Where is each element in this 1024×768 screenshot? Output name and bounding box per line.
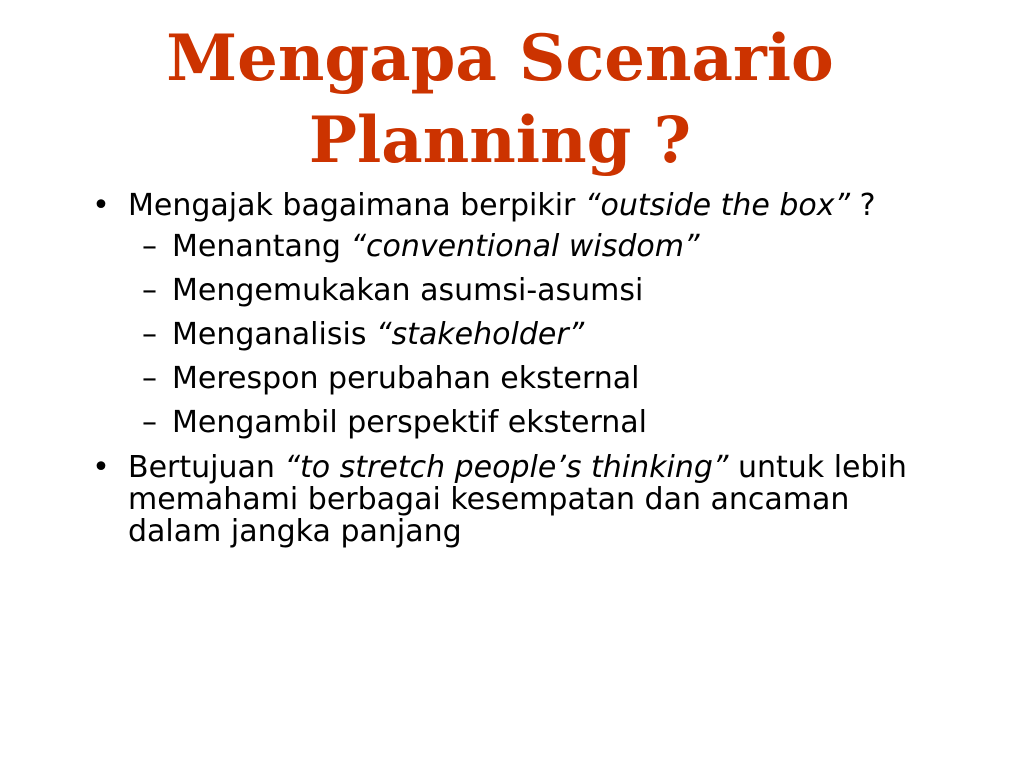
- dash-marker: –: [142, 405, 157, 440]
- bullet-item-1: [86, 190, 946, 440]
- dash-marker: –: [142, 273, 157, 308]
- sub-item-text: Mengambil perspektif eksternal: [172, 405, 648, 440]
- sub-item-1: [128, 230, 946, 264]
- dash-marker: –: [142, 317, 157, 352]
- bullet-text-after: untuk lebih memahami berbagai kesempatan dan ancaman dalam jangka panjang: [128, 450, 907, 549]
- sub-item-4: [128, 362, 946, 396]
- dash-marker: –: [142, 229, 157, 264]
- sub-item-text: Menganalisis: [172, 317, 376, 352]
- sub-item-text: Mengemukakan asumsi-asumsi: [172, 273, 644, 308]
- bullet-marker: •: [92, 450, 110, 485]
- sub-item-italic: “stakeholder”: [375, 317, 585, 352]
- bullet-text-italic: “to stretch people’s thinking”: [284, 450, 729, 485]
- title-line-2: Planning ?: [308, 103, 692, 178]
- sub-item-text: Menantang: [172, 229, 351, 264]
- title-line-1: Mengapa Scenario: [166, 21, 834, 96]
- bullet-text: Bertujuan: [128, 450, 285, 485]
- sub-item-2: [128, 274, 946, 308]
- sub-item-italic: “conventional wisdom”: [350, 229, 700, 264]
- sub-item-text: Merespon perubahan eksternal: [172, 361, 640, 396]
- slide-body: [86, 190, 946, 560]
- sub-list: [128, 230, 946, 440]
- dash-marker: –: [142, 361, 157, 396]
- bullet-item-2: [86, 452, 946, 548]
- bullet-text: Mengajak bagaimana berpikir: [128, 188, 585, 223]
- bullet-list: [86, 190, 946, 548]
- sub-item-3: [128, 318, 946, 352]
- bullet-text-italic: “outside the box”: [584, 188, 851, 223]
- bullet-text-after: ?: [850, 188, 876, 223]
- bullet-marker: •: [92, 188, 110, 223]
- sub-item-5: [128, 406, 946, 440]
- slide-title: [0, 18, 1000, 182]
